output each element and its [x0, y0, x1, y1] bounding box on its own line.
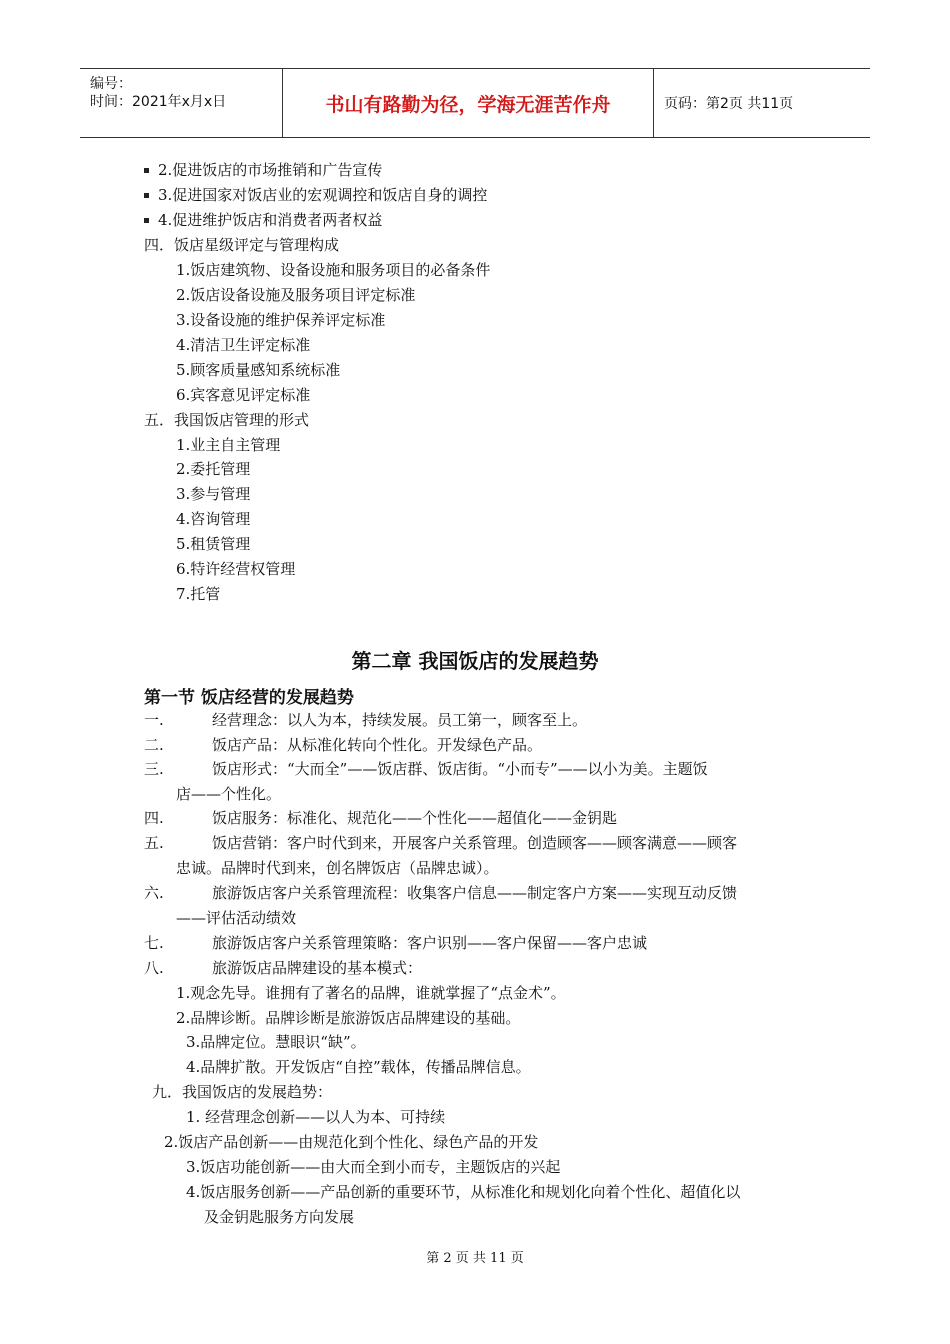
- item-number: 四.: [144, 809, 164, 827]
- bullet-icon: [144, 193, 149, 198]
- trend-text: 旅游饭店品牌建设的基本模式：: [212, 959, 423, 977]
- section-heading: 九．我国饭店的发展趋势：: [152, 1083, 333, 1101]
- trend-text: 旅游饭店客户关系管理流程：收集客户信息——制定客户方案——实现互动反馈: [212, 884, 738, 902]
- list-item: 5.租赁管理: [176, 535, 251, 553]
- item-number: 六.: [144, 884, 164, 902]
- trend-text: 饭店营销：客户时代到来，开展客户关系管理。创造顾客——顾客满意——顾客: [212, 834, 738, 852]
- list-item: 2.品牌诊断。品牌诊断是旅游饭店品牌建设的基础。: [176, 1009, 521, 1027]
- trend-text: 经营理念：以人为本，持续发展。员工第一，顾客至上。: [212, 711, 588, 729]
- item-number: 三.: [144, 760, 164, 778]
- list-item: 1.饭店建筑物、设备设施和服务项目的必备条件: [176, 261, 491, 279]
- trend-text-continued: 店——个性化。: [176, 785, 282, 803]
- doc-time-label: 时间：2021年x月x日: [90, 94, 227, 110]
- list-item: 5.顾客质量感知系统标准: [176, 361, 341, 379]
- item-number: 七.: [144, 934, 164, 952]
- list-item: 3.饭店功能创新——由大而全到小而专，主题饭店的兴起: [186, 1158, 561, 1176]
- list-item: 3.设备设施的维护保养评定标准: [176, 311, 386, 329]
- trend-text-continued: 忠诚。品牌时代到来，创名牌饭店（品牌忠诚）。: [176, 859, 499, 877]
- list-item: 4.饭店服务创新——产品创新的重要环节，从标准化和规划化向着个性化、超值化以: [186, 1183, 741, 1201]
- doc-code-label: 编号：: [90, 76, 132, 92]
- motto-text: 书山有路勤为径，学海无涯苦作舟: [325, 93, 611, 116]
- item-number: 二.: [144, 736, 164, 754]
- list-item: 2.饭店设备设施及服务项目评定标准: [176, 286, 416, 304]
- bullet-icon: [144, 218, 149, 223]
- trend-text: 旅游饭店客户关系管理策略：客户识别——客户保留——客户忠诚: [212, 934, 648, 952]
- header-motto: [283, 69, 654, 137]
- chapter-title: 第二章 我国饭店的发展趋势: [351, 649, 599, 673]
- list-item: 4.咨询管理: [176, 510, 251, 528]
- list-item: 1.观念先导。谁拥有了著名的品牌，谁就掌握了“点金术”。: [176, 984, 566, 1002]
- page-footer: 第 2 页 共 11 页: [426, 1251, 524, 1266]
- bullet-icon: [144, 168, 149, 173]
- list-item: 3.品牌定位。慧眼识“缺”。: [186, 1033, 366, 1051]
- item-number: 一.: [144, 711, 164, 729]
- bullet-item: 4.促进维护饭店和消费者两者权益: [158, 211, 383, 229]
- page-info-text: 页码：第2页 共11页: [664, 96, 794, 112]
- list-item: 6.特许经营权管理: [176, 560, 296, 578]
- trend-text: 饭店产品：从标准化转向个性化。开发绿色产品。: [212, 736, 543, 754]
- trend-text: 饭店服务：标准化、规范化——个性化——超值化——金钥匙: [212, 809, 618, 827]
- list-item: 2.委托管理: [176, 460, 251, 478]
- section-heading: 五．我国饭店管理的形式: [144, 411, 310, 429]
- list-item: 1.业主自主管理: [176, 436, 281, 454]
- list-item: 1. 经营理念创新——以人为本、可持续: [186, 1108, 446, 1126]
- list-item: 2.饭店产品创新——由规范化到个性化、绿色产品的开发: [164, 1133, 539, 1151]
- section-heading: 四．饭店星级评定与管理构成: [144, 236, 340, 254]
- bullet-item: 3.促进国家对饭店业的宏观调控和饭店自身的调控: [158, 186, 488, 204]
- header-meta: [80, 69, 283, 137]
- item-number: 五.: [144, 834, 164, 852]
- list-item-continued: 及金钥匙服务方向发展: [204, 1208, 355, 1226]
- section-title: 第一节 饭店经营的发展趋势: [144, 688, 354, 708]
- trend-text: 饭店形式：“大而全”——饭店群、饭店街。“小而专”——以小为美。主题饭: [212, 760, 708, 778]
- list-item: 4.品牌扩散。开发饭店“自控”载体，传播品牌信息。: [186, 1058, 531, 1076]
- page-header: [80, 68, 870, 138]
- list-item: 4.清洁卫生评定标准: [176, 336, 311, 354]
- header-page-info: [654, 69, 870, 137]
- list-item: 7.托管: [176, 585, 221, 603]
- list-item: 3.参与管理: [176, 485, 251, 503]
- item-number: 八.: [144, 959, 164, 977]
- trend-text-continued: ——评估活动绩效: [176, 909, 297, 927]
- list-item: 6.宾客意见评定标准: [176, 386, 311, 404]
- bullet-item: 2.促进饭店的市场推销和广告宣传: [158, 161, 383, 179]
